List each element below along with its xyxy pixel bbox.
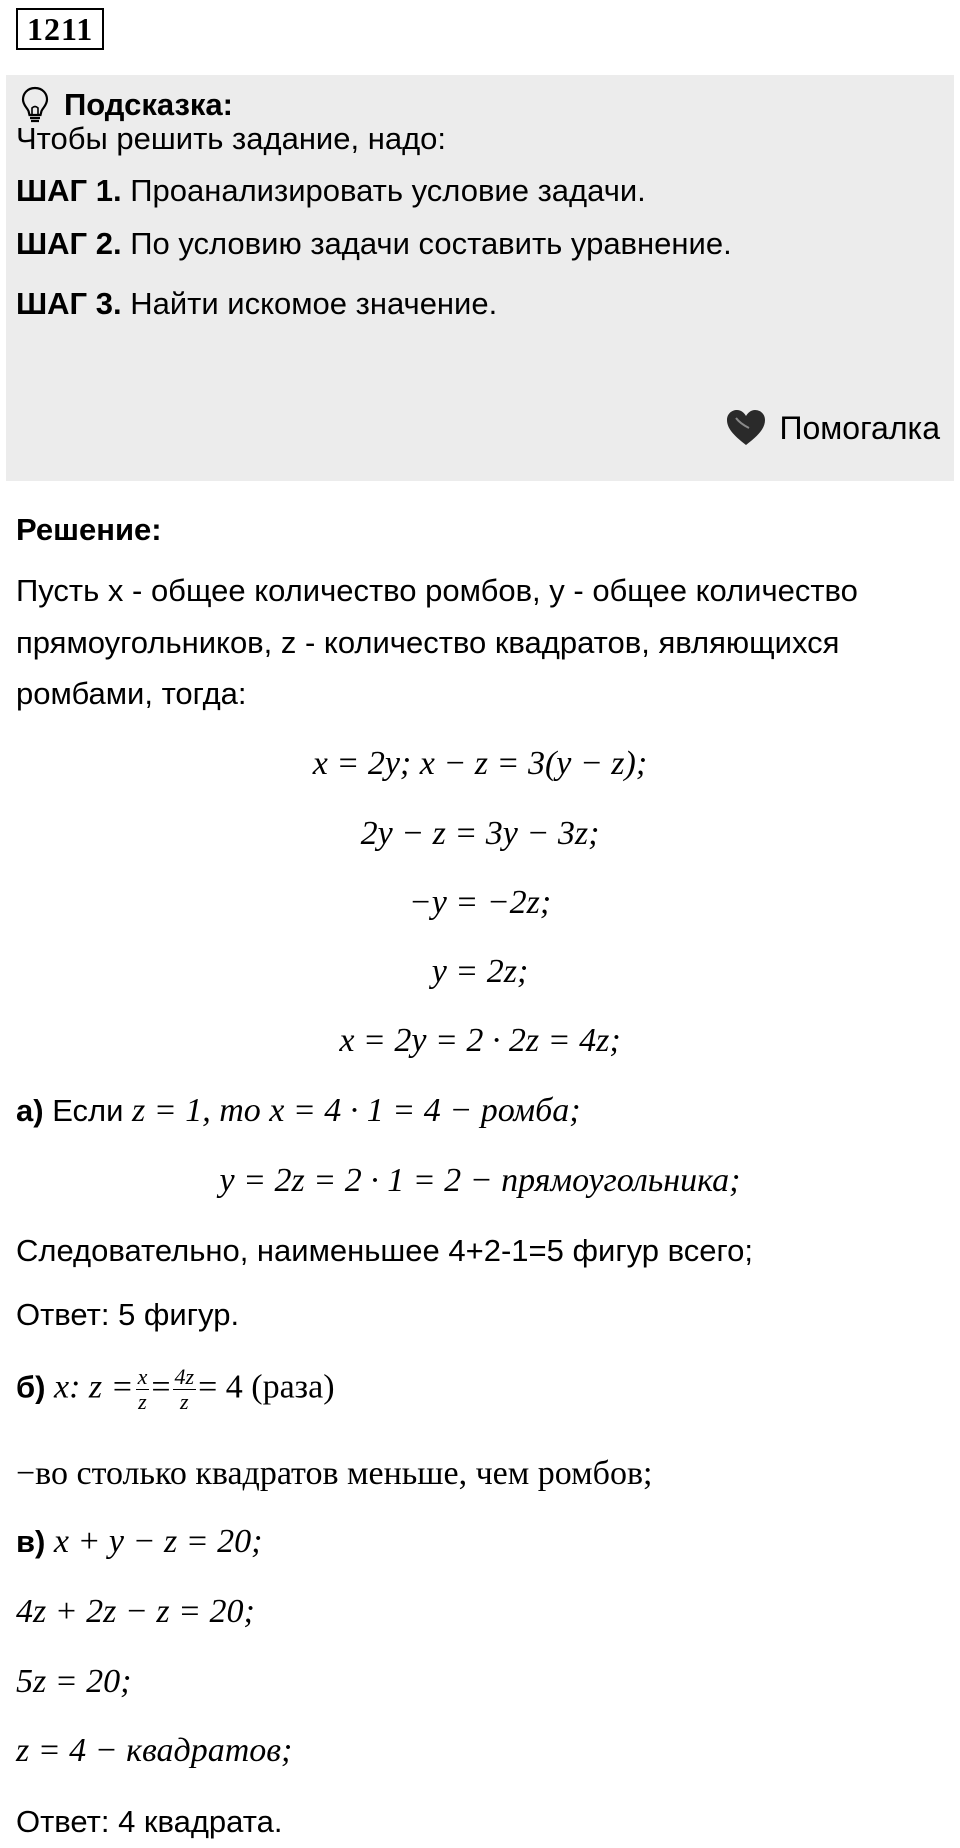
helper-label: Помогалка xyxy=(779,409,940,446)
solution-intro-line: прямоугольников, z - количество квадратов, являющихся xyxy=(16,625,840,660)
part-a-answer: Ответ: 5 фигур. xyxy=(16,1297,240,1332)
solution-intro-line: ромбами, тогда: xyxy=(16,676,247,711)
part-c-line-4: z = 4 − квадратов; xyxy=(16,1732,293,1769)
part-b-line-2: −во столько квадратов меньше, чем ромбов; xyxy=(16,1455,653,1492)
part-c-answer: Ответ: 4 квадрата. xyxy=(16,1804,283,1839)
part-c-line-1: в) x + y − z = 20; xyxy=(16,1523,263,1560)
equation-3: −y = −2z; xyxy=(408,884,552,921)
part-a-line-2: y = 2z = 2 · 1 = 2 − прямоугольника; xyxy=(219,1162,741,1199)
part-c-line-2: 4z + 2z − z = 20; xyxy=(16,1593,255,1630)
step-label: ШАГ 1. xyxy=(16,173,122,208)
fraction: $\frac{x}{z}$ xyxy=(137,1364,148,1415)
step-label: ШАГ 2. xyxy=(16,226,122,261)
hint-intro: Чтобы решить задание, надо: xyxy=(16,121,447,156)
lightbulb-icon xyxy=(20,86,50,124)
hint-step-3 xyxy=(16,286,497,322)
task-number: 1211 xyxy=(16,8,104,50)
hint-title: Подсказка: xyxy=(64,87,233,122)
heart-icon xyxy=(725,408,767,448)
part-b-line: б) x: z = $\frac{x}{z}$ = $\frac{4z}{z}$ = 4 (раза) xyxy=(16,1364,335,1415)
equation-1: x = 2y; x − z = 3(y − z); xyxy=(312,745,648,782)
solution-title: Решение: xyxy=(16,512,162,547)
helper-link[interactable] xyxy=(725,408,940,448)
step-text: Проанализировать условие задачи. xyxy=(121,173,646,208)
part-a-conclusion: Следовательно, наименьшее 4+2-1=5 фигур всего; xyxy=(16,1233,753,1268)
hint-step-2 xyxy=(16,226,732,262)
equation-2: 2y − z = 3y − 3z; xyxy=(360,815,600,852)
part-c-line-3: 5z = 20; xyxy=(16,1663,132,1700)
equation-5: x = 2y = 2 · 2z = 4z; xyxy=(339,1022,621,1059)
part-a-line xyxy=(16,1092,581,1130)
step-label: ШАГ 3. xyxy=(16,286,122,321)
part-b-expr-start: x: z = xyxy=(53,1368,134,1406)
part-a-label: а) xyxy=(16,1093,44,1128)
hint-header xyxy=(20,85,233,125)
step-text: Найти искомое значение. xyxy=(121,286,498,321)
fraction: $\frac{4z}{z}$ xyxy=(174,1364,195,1415)
part-b-expr-end: = 4 (раза) xyxy=(198,1368,335,1406)
equation-4: y = 2z; xyxy=(431,953,529,990)
part-a-expression: z = 1, то x = 4 · 1 = 4 − ромба; xyxy=(132,1092,581,1129)
part-a-prefix: Если xyxy=(43,1093,133,1128)
hint-panel xyxy=(6,75,954,481)
hint-step-1 xyxy=(16,173,646,209)
part-c-label: в) xyxy=(16,1524,46,1559)
solution-intro-line: Пусть x - общее количество ромбов, y - общее количество xyxy=(16,573,858,608)
part-b-label: б) xyxy=(16,1369,46,1405)
step-text: По условию задачи составить уравнение. xyxy=(121,226,732,261)
